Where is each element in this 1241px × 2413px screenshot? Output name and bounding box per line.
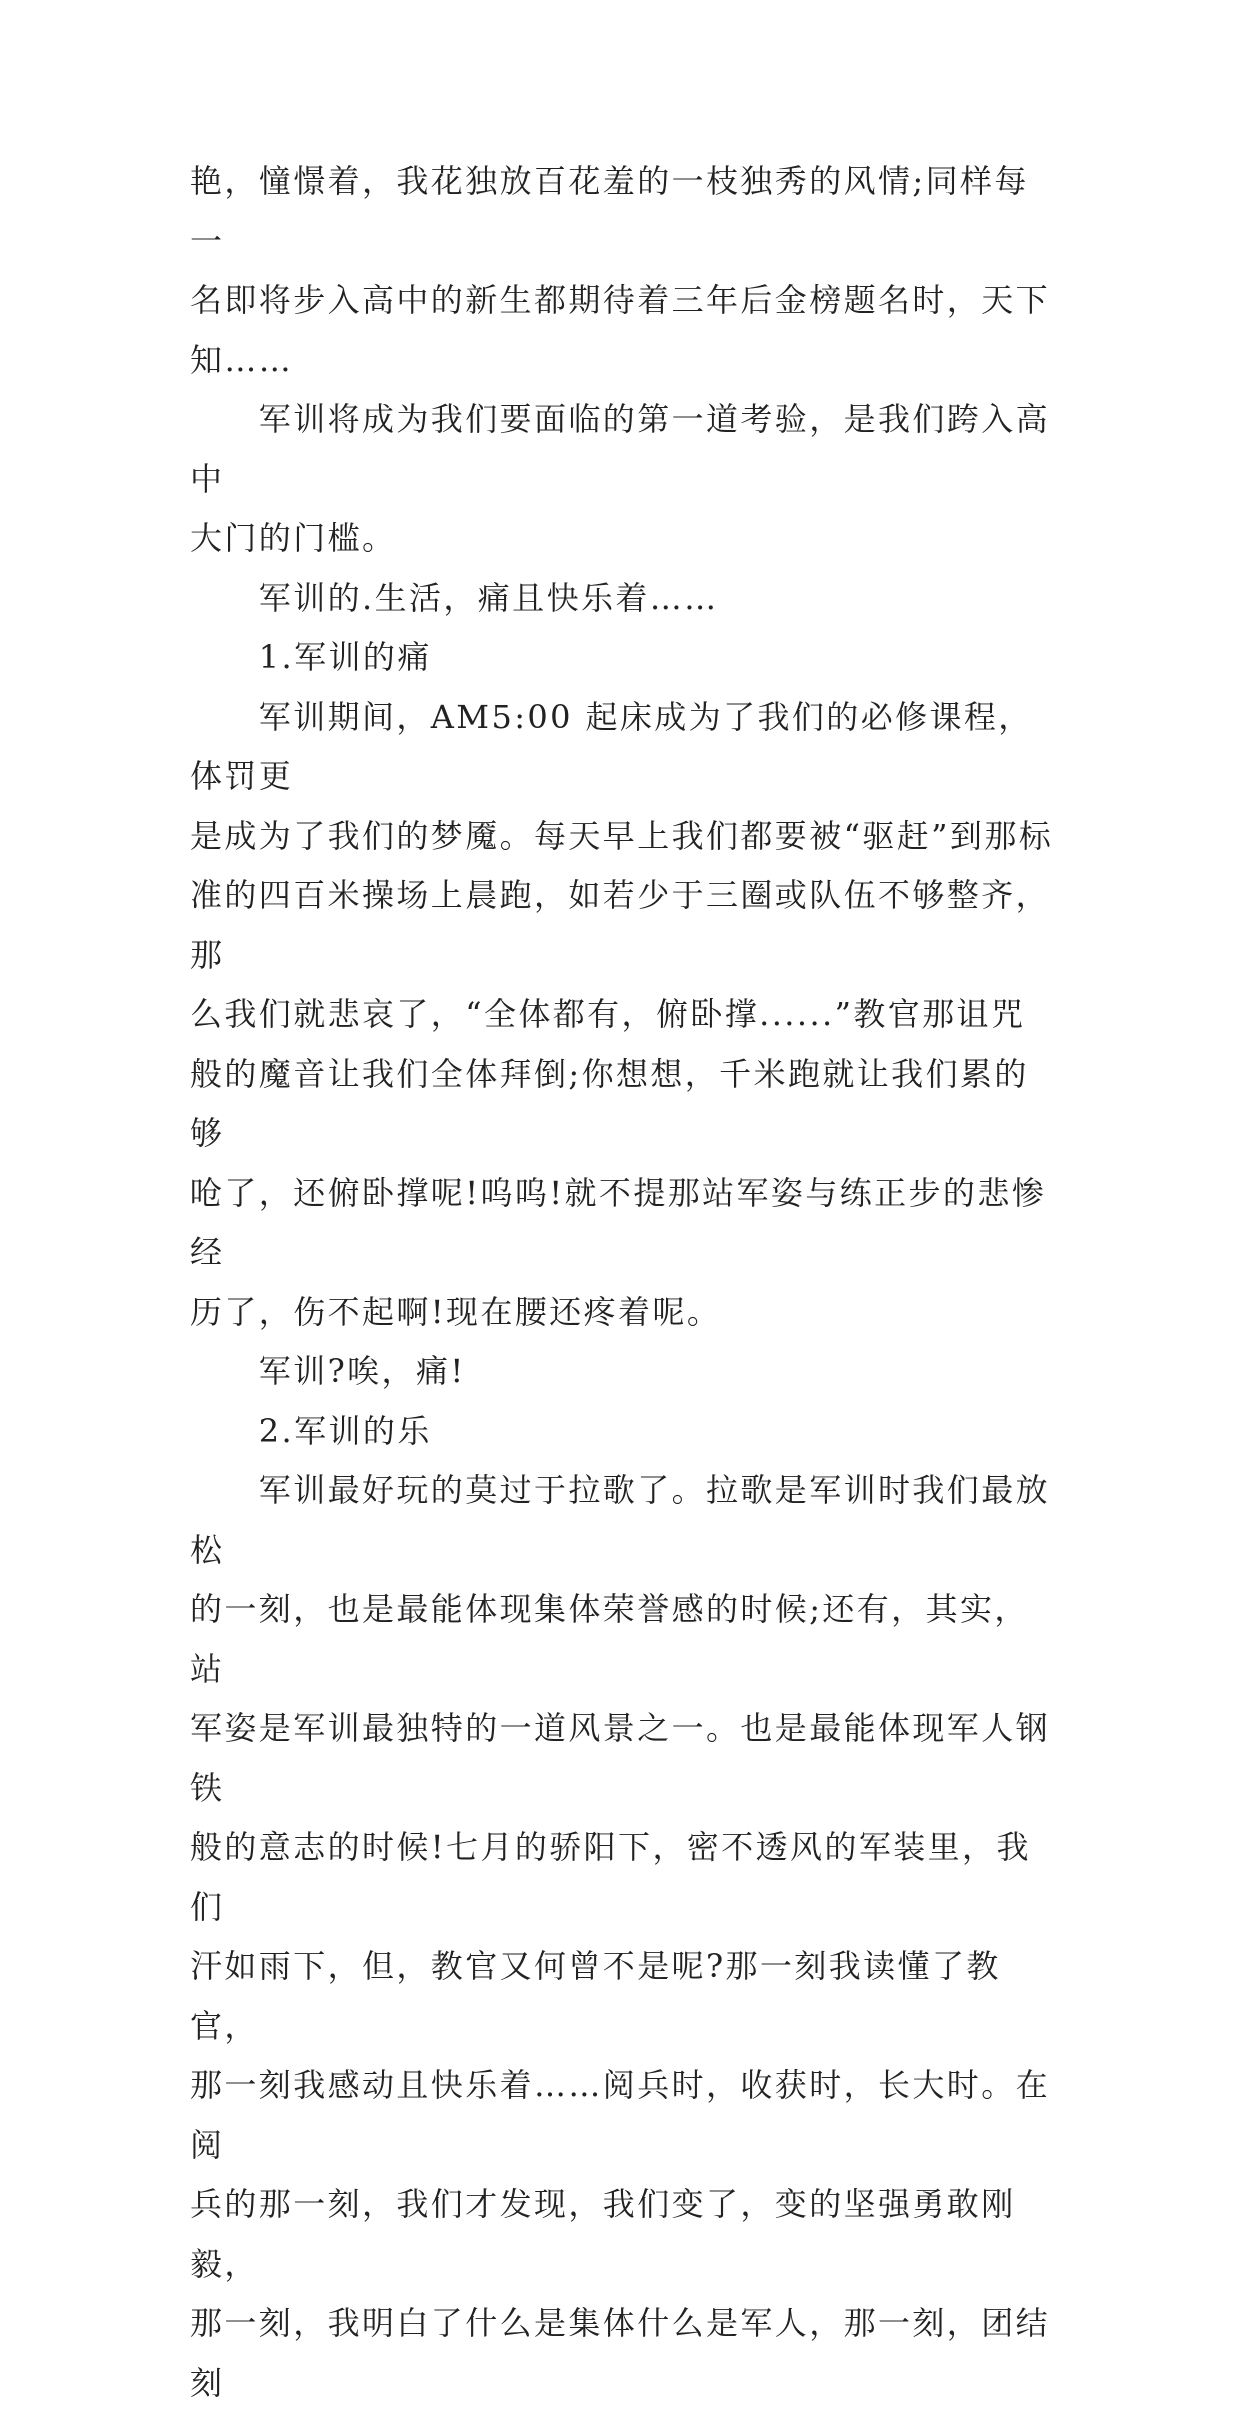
paragraph [190, 1342, 1057, 1402]
text-line: 那一刻，我明白了什么是集体什么是军人，那一刻，团结刻 [190, 2304, 1051, 2402]
paragraph [190, 628, 1057, 688]
paragraph [190, 569, 1057, 629]
body-text [190, 152, 1057, 2413]
text-line: 大门的门槛。 [190, 519, 397, 557]
text-line: 准的四百米操场上晨跑，如若少于三圈或队伍不够整齐，那 [190, 876, 1051, 974]
text-line: 兵的那一刻，我们才发现，我们变了，变的坚强勇敢刚毅， [190, 2185, 1016, 2283]
text-line: 1.军训的痛 [190, 638, 432, 676]
paragraph [190, 390, 1057, 569]
text-line: 呛了，还俯卧撑呢!呜呜!就不提那站军姿与练正步的悲惨经 [190, 1173, 1047, 1271]
text-line: 那一刻我感动且快乐着……阅兵时，收获时，长大时。在阅 [190, 2066, 1051, 2164]
text-line: 的一刻，也是最能体现集体荣誉感的时候;还有，其实，站 [190, 1590, 1029, 1688]
paragraph [190, 1402, 1057, 1462]
text-line: 是成为了我们的梦魇。每天早上我们都要被“驱赶”到那标 [190, 816, 1054, 855]
paragraph [190, 152, 1057, 390]
paragraph [190, 1461, 1057, 2413]
text-line: 艳，憧憬着，我花独放百花羞的一枝独秀的风情;同样每一 [190, 162, 1029, 260]
text-line: 知…… [190, 340, 294, 379]
text-line: 军训最好玩的莫过于拉歌了。拉歌是军训时我们最放松 [190, 1471, 1051, 1569]
text-line: 军训期间，AM5:00 起床成为了我们的必修课程，体罚更 [190, 697, 1033, 795]
text-line: 2.军训的乐 [190, 1411, 432, 1450]
text-line: 名即将步入高中的新生都期待着三年后金榜题名时，天下 [190, 281, 1051, 319]
paragraph [190, 688, 1057, 1343]
text-line: 军训的.生活，痛且快乐着…… [190, 578, 719, 617]
text-line: 军训?唉，痛! [190, 1352, 466, 1390]
text-line: 军姿是军训最独特的一道风景之一。也是最能体现军人钢铁 [190, 1709, 1051, 1807]
text-line: 般的魔音让我们全体拜倒;你想想，千米跑就让我们累的够 [190, 1054, 1029, 1152]
text-line: 么我们就悲哀了，“全体都有，俯卧撑......”教官那诅咒 [190, 995, 1026, 1033]
text-line: 历了，伤不起啊!现在腰还疼着呢。 [190, 1292, 722, 1331]
text-line: 般的意志的时候!七月的骄阳下，密不透风的军装里，我们 [190, 1828, 1031, 1926]
text-line: 汗如雨下，但，教官又何曾不是呢?那一刻我读懂了教官， [190, 1947, 1001, 2045]
text-line: 军训将成为我们要面临的第一道考验，是我们跨入高中 [190, 400, 1051, 498]
